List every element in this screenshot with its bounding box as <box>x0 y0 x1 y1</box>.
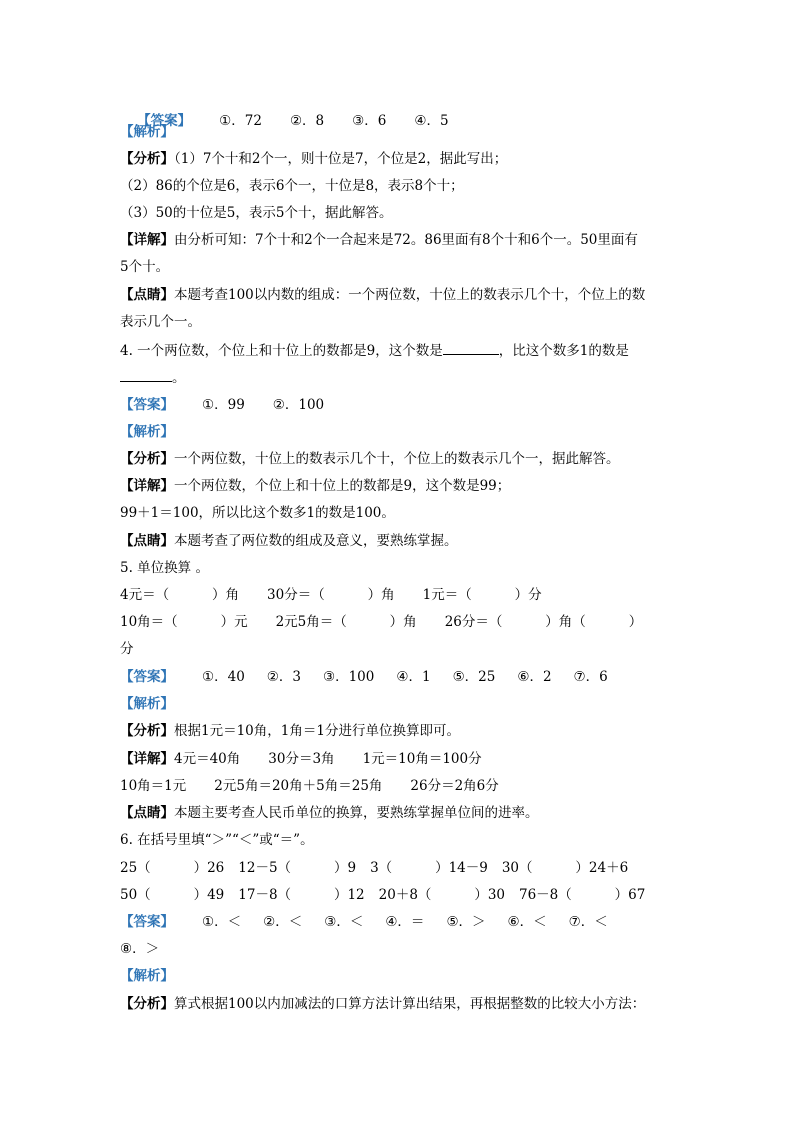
answer-item: ④．5 <box>414 113 449 129</box>
answer-blank <box>443 342 499 355</box>
q5-xiangjie: 【详解】4元＝40角 30分＝3角 1元＝10角＝100分 <box>120 751 482 767</box>
answer-item: ②．100 <box>272 397 325 413</box>
q6-answer-line: 【答案】 ①．＜ ②．＜ ③．＜ ④．＝ ⑤．＞ ⑥．＜ ⑦．＜ <box>120 914 608 930</box>
q5-row2: 10角＝（ ）元 2元5角＝（ ）角 26分＝（ ）角（ ） <box>120 614 643 630</box>
q3-dianjing: 【点睛】本题考查100以内数的组成：一个两位数，十位上的数表示几个十，个位上的数 <box>120 287 646 303</box>
answer-item: ②．8 <box>289 113 325 129</box>
q3-dianjing-line2: 表示几个一。 <box>120 314 201 330</box>
q3-fenxi: 【分析】（1）7个十和2个一，则十位是7，个位是2，据此写出； <box>120 151 508 167</box>
q5-dianjing: 【点睛】本题主要考查人民币单位的换算，要熟练掌握单位间的进率。 <box>120 805 539 821</box>
q4-stem-line2: 。 <box>120 369 186 386</box>
q3-xiangjie-line2: 5个十。 <box>120 259 170 275</box>
q4-fenxi: 【分析】一个两位数，十位上的数表示几个十，个位上的数表示几个一，据此解答。 <box>120 451 620 467</box>
answer-item: ①．99 <box>202 397 245 413</box>
q6-stem: 6. 在括号里填“＞”“＜”或“＝”。 <box>120 832 314 848</box>
q4-answer-line: 【答案】 ①．99 ②．100 <box>120 397 325 413</box>
q5-row3: 分 <box>120 641 134 657</box>
q4-jiexi: 【解析】 <box>120 424 174 440</box>
q3-fenxi-line2: （2）86的个位是6，表示6个一，十位是8，表示8个十； <box>120 178 464 194</box>
q3-fenxi-line3: （3）50的十位是5，表示5个十，据此解答。 <box>120 205 393 221</box>
q6-row2: 50（ ）49 17－8（ ）12 20＋8（ ）30 76－8（ ）67 <box>120 887 646 903</box>
q5-jiexi: 【解析】 <box>120 696 174 712</box>
q4-xiangjie-line2: 99＋1＝100，所以比这个数多1的数是100。 <box>120 505 395 521</box>
q5-row1: 4元＝（ ）角 30分＝（ ）角 1元＝（ ）分 <box>120 587 542 603</box>
q5-stem: 5. 单位换算 。 <box>120 560 209 576</box>
q5-answer-line: 【答案】 ①．40 ②．3 ③．100 ④．1 ⑤．25 ⑥．2 ⑦．6 <box>120 669 608 685</box>
q4-xiangjie: 【详解】一个两位数，个位上和十位上的数都是9，这个数是99； <box>120 478 511 494</box>
answer-tag: 【答案】 <box>137 113 192 129</box>
q4-dianjing: 【点睛】本题考查了两位数的组成及意义，要熟练掌握。 <box>120 533 458 549</box>
q5-xiangjie-line2: 10角＝1元 2元5角＝20角＋5角＝25角 26分＝2角6分 <box>120 778 499 794</box>
q6-answer-line2: ⑧．＞ <box>120 941 160 957</box>
q6-jiexi: 【解析】 <box>120 968 174 984</box>
q6-row1: 25（ ）26 12－5（ ）9 3（ ）14－9 30（ ）24＋6 <box>120 860 629 876</box>
q5-fenxi: 【分析】根据1元＝10角，1角＝1分进行单位换算即可。 <box>120 723 460 739</box>
answer-item: ③．6 <box>352 113 387 129</box>
q6-fenxi: 【分析】算式根据100以内加减法的口算方法计算出结果，再根据整数的比较大小方法： <box>120 996 646 1012</box>
q3-jiexi: 【解析】 <box>120 124 174 140</box>
answer-item: ①．72 <box>219 113 262 129</box>
answer-blank <box>120 369 172 382</box>
q3-xiangjie: 【详解】由分析可知：7个十和2个一合起来是72。86里面有8个十和6个一。50里面有 <box>120 232 638 248</box>
q4-stem: 4. 一个两位数，个位上和十位上的数都是9，这个数是 ，比这个数多1的数是 <box>120 343 629 359</box>
